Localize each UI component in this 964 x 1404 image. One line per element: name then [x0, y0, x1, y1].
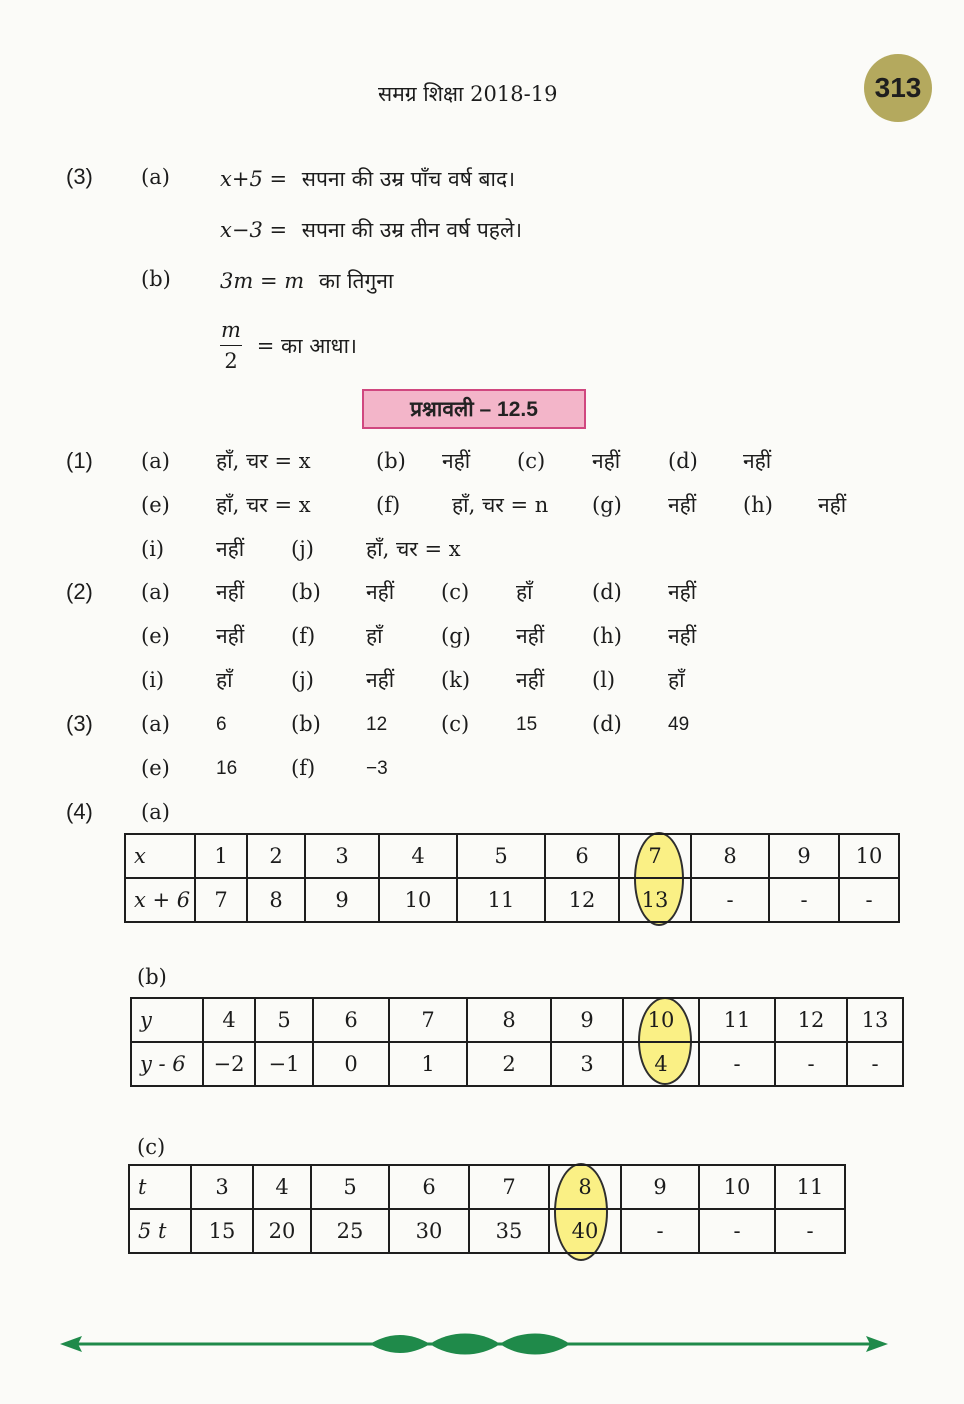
q1-i-label: (i): [141, 537, 165, 561]
table-c-cell-highlighted: 8: [549, 1165, 621, 1209]
q2-e-label: (e): [141, 624, 170, 648]
table-c-cell: 5: [311, 1165, 389, 1209]
table-b-cell: 7: [389, 998, 467, 1042]
table-b-row1-head: y: [131, 998, 203, 1042]
table-c-cell: 7: [469, 1165, 549, 1209]
exercise-title: प्रश्नावली – 12.5: [410, 398, 538, 421]
table-c-cell: 11: [775, 1165, 845, 1209]
q1-i-answer: नहीं: [216, 537, 245, 561]
table-c-cell: -: [699, 1209, 775, 1253]
q2-e-answer: नहीं: [216, 624, 245, 648]
q1-d-label: (d): [668, 449, 698, 473]
prev-a-line2-expr: x−3 =: [220, 218, 288, 242]
table-c-row-1: [129, 1165, 845, 1209]
table-b-cell: 6: [313, 998, 389, 1042]
q2-h-answer: नहीं: [668, 624, 697, 648]
q3-f-answer: −3: [366, 758, 388, 779]
q3-d-label: (d): [592, 712, 622, 736]
table-a-cell-highlighted: 13: [619, 878, 691, 922]
prev-a-line1: [220, 165, 515, 193]
q1-j-label: (j): [291, 537, 314, 561]
q2-k-label: (k): [441, 668, 471, 692]
q2-k-answer: नहीं: [516, 668, 545, 692]
table-b-cell: −1: [255, 1042, 313, 1086]
table-c-cell: 15: [191, 1209, 253, 1253]
table-b-cell: 9: [551, 998, 623, 1042]
prev-question-label: (3): [66, 164, 93, 189]
table-a-cell: 9: [769, 834, 839, 878]
table-a-cell: 12: [545, 878, 619, 922]
table-b-cell: -: [699, 1042, 775, 1086]
q3-d-answer: 49: [668, 714, 690, 735]
q1-f-answer: हाँ, चर = n: [452, 493, 549, 517]
q2-a-label: (a): [141, 580, 170, 604]
prev-a-line1-text: सपना की उम्र पाँच वर्ष बाद।: [301, 167, 516, 191]
q2-c-answer: हाँ: [516, 580, 533, 604]
q3-b-answer: 12: [366, 714, 388, 735]
table-b-cell: 2: [467, 1042, 551, 1086]
table-a-cell-highlighted: 7: [619, 834, 691, 878]
prev-a-line2: [220, 216, 522, 244]
table-a-cell: 10: [379, 878, 457, 922]
table-c-cell: 30: [389, 1209, 469, 1253]
q3-c-label: (c): [441, 712, 470, 736]
q2-j-label: (j): [291, 668, 314, 692]
q4-b-label: (b): [137, 965, 167, 989]
q2-i-answer: हाँ: [216, 668, 233, 692]
table-a-row2-head: x + 6: [125, 878, 195, 922]
q2-l-answer: हाँ: [668, 668, 685, 692]
prev-a-line2-text: सपना की उम्र तीन वर्ष पहले।: [301, 218, 523, 242]
table-a-cell: -: [769, 878, 839, 922]
table-a-cell: 9: [305, 878, 379, 922]
table-b-cell: −2: [203, 1042, 255, 1086]
prev-b-line1-expr: 3m = m: [220, 269, 305, 293]
q1-g-label: (g): [592, 493, 622, 517]
q1-d-answer: नहीं: [743, 449, 772, 473]
q1-e-answer: हाँ, चर = x: [216, 493, 311, 517]
table-b-cell: 13: [847, 998, 903, 1042]
table-b-cell: 12: [775, 998, 847, 1042]
page-number-badge: [864, 54, 932, 122]
q3-a-answer: 6: [216, 714, 227, 735]
table-b-cell: 11: [699, 998, 775, 1042]
q1-e-label: (e): [141, 493, 170, 517]
table-a-cell: 6: [545, 834, 619, 878]
table-c-cell: 20: [253, 1209, 311, 1253]
fraction-m-over-2: [220, 318, 242, 373]
prev-a-line1-expr: x+5 =: [220, 167, 288, 191]
table-a-cell: -: [839, 878, 899, 922]
q2-g-answer: नहीं: [516, 624, 545, 648]
table-a-cell: 7: [195, 878, 247, 922]
q2-b-label: (b): [291, 580, 321, 604]
table-a-row-2: [125, 878, 899, 922]
q3-e-label: (e): [141, 756, 170, 780]
fraction-denominator: 2: [224, 349, 238, 373]
q2-a-answer: नहीं: [216, 580, 245, 604]
running-header: समग्र शिक्षा 2018-19: [378, 82, 558, 106]
table-c-cell: 3: [191, 1165, 253, 1209]
table-c-cell: 10: [699, 1165, 775, 1209]
q3-c-answer: 15: [516, 714, 538, 735]
table-b-cell: 8: [467, 998, 551, 1042]
table-b-cell-highlighted: 4: [623, 1042, 699, 1086]
table-b-cell: 0: [313, 1042, 389, 1086]
q3-label: (3): [66, 711, 93, 736]
table-b-cell: 4: [203, 998, 255, 1042]
prev-b-line1-text: का तिगुना: [318, 269, 394, 293]
q2-g-label: (g): [441, 624, 471, 648]
q3-b-label: (b): [291, 712, 321, 736]
q1-c-label: (c): [517, 449, 546, 473]
table-a-cell: 8: [247, 878, 305, 922]
prev-part-b-label: (b): [141, 267, 171, 291]
table-a-cell: 4: [379, 834, 457, 878]
table-a-cell: 2: [247, 834, 305, 878]
q2-f-answer: हाँ: [366, 624, 383, 648]
table-c-cell: -: [775, 1209, 845, 1253]
q1-h-answer: नहीं: [818, 493, 847, 517]
q3-a-label: (a): [141, 712, 170, 736]
q1-label: (1): [66, 448, 93, 473]
table-c-cell: 35: [469, 1209, 549, 1253]
q2-d-label: (d): [592, 580, 622, 604]
q2-l-label: (l): [592, 668, 616, 692]
q2-c-label: (c): [441, 580, 470, 604]
table-c-row-2: [129, 1209, 845, 1253]
table-c-cell: 6: [389, 1165, 469, 1209]
table-c-cell: -: [621, 1209, 699, 1253]
table-a-row-1: [125, 834, 899, 878]
exercise-title-box: [362, 389, 586, 429]
table-a-cell: 3: [305, 834, 379, 878]
fraction-bar: [220, 345, 242, 346]
q2-label: (2): [66, 579, 93, 604]
q1-j-answer: हाँ, चर = x: [366, 537, 461, 561]
table-b-row2-head: y - 6: [131, 1042, 203, 1086]
q1-a-label: (a): [141, 449, 170, 473]
table-c-cell-highlighted: 40: [549, 1209, 621, 1253]
q1-g-answer: नहीं: [668, 493, 697, 517]
q2-h-label: (h): [592, 624, 622, 648]
table-a: [124, 833, 900, 923]
q2-j-answer: नहीं: [366, 668, 395, 692]
table-a-cell: 10: [839, 834, 899, 878]
table-c-cell: 4: [253, 1165, 311, 1209]
table-a-cell: 5: [457, 834, 545, 878]
table-b-cell: 1: [389, 1042, 467, 1086]
table-b-cell-highlighted: 10: [623, 998, 699, 1042]
table-a-cell: -: [691, 878, 769, 922]
page-number: 313: [874, 72, 922, 103]
table-a-cell: 1: [195, 834, 247, 878]
table-b-cell: 3: [551, 1042, 623, 1086]
q1-c-answer: नहीं: [592, 449, 621, 473]
q2-b-answer: नहीं: [366, 580, 395, 604]
q2-f-label: (f): [291, 624, 316, 648]
q4-c-label: (c): [137, 1135, 166, 1159]
q4-a-label: (a): [141, 800, 170, 824]
q4-label: (4): [66, 799, 93, 824]
table-c-cell: 25: [311, 1209, 389, 1253]
q1-b-label: (b): [376, 449, 406, 473]
fraction-numerator: m: [221, 318, 241, 342]
table-b: [130, 997, 904, 1087]
q1-a-answer: हाँ, चर = x: [216, 449, 311, 473]
prev-b-line2-text: = का आधा।: [256, 333, 357, 358]
q3-f-label: (f): [291, 756, 316, 780]
table-b-cell: 5: [255, 998, 313, 1042]
table-b-cell: -: [775, 1042, 847, 1086]
q1-b-answer: नहीं: [442, 449, 471, 473]
table-c-row2-head: 5 t: [129, 1209, 191, 1253]
prev-part-a-label: (a): [141, 165, 170, 189]
q1-h-label: (h): [743, 493, 773, 517]
table-b-row-2: [131, 1042, 903, 1086]
q2-i-label: (i): [141, 668, 165, 692]
footer-ornament: [60, 1324, 888, 1364]
table-b-cell: -: [847, 1042, 903, 1086]
prev-b-line2: [220, 318, 357, 373]
q3-e-answer: 16: [216, 758, 238, 779]
table-b-row-1: [131, 998, 903, 1042]
table-a-cell: 11: [457, 878, 545, 922]
table-c-cell: 9: [621, 1165, 699, 1209]
prev-b-line1: [220, 267, 393, 295]
q1-f-label: (f): [376, 493, 401, 517]
table-c: [128, 1164, 846, 1254]
table-c-row1-head: t: [129, 1165, 191, 1209]
q2-d-answer: नहीं: [668, 580, 697, 604]
table-a-cell: 8: [691, 834, 769, 878]
table-a-row1-head: x: [125, 834, 195, 878]
